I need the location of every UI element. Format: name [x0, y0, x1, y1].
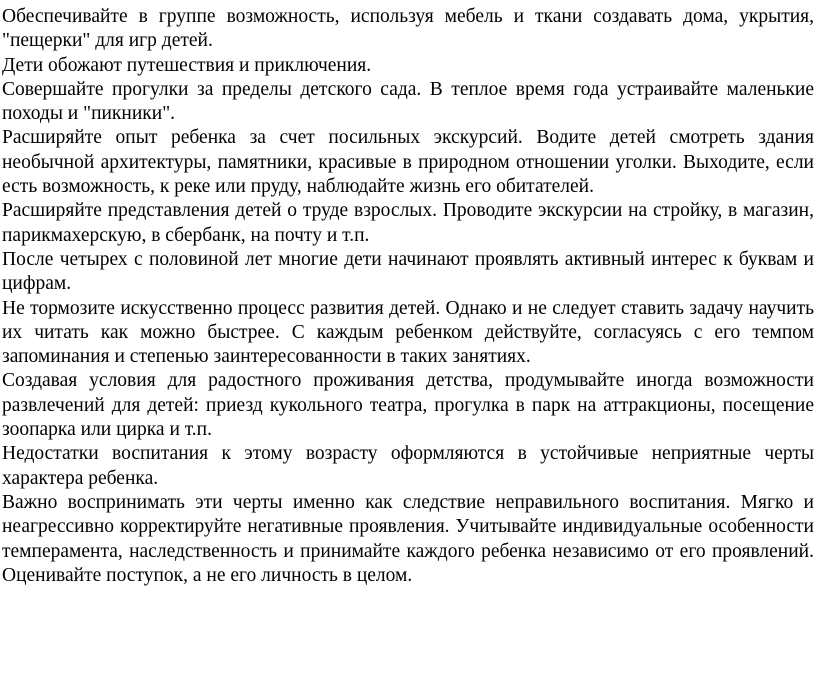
paragraph-excursions: Расширяйте опыт ребенка за счет посильных экскурсий. Водите детей смотреть здания необычной архитектуры, памятники, красивые в природном отношении уголки. Выходите, если есть возможность, к реке или пруду, наблюдайте жизнь его обитателей.	[2, 127, 814, 198]
paragraph-play-shelters: Обеспечивайте в группе возможность, используя мебель и ткани создавать дома, укрытия, "пещерки" для игр детей.	[2, 6, 814, 52]
paragraph-travel-adventures: Дети обожают путешествия и приключения.	[2, 54, 372, 76]
paragraph-upbringing-flaws: Недостатки воспитания к этому возрасту оформляются в устойчивые неприятные черты характера ребенка.	[2, 443, 814, 489]
paragraph-adult-work: Расширяйте представления детей о труде взрослых. Проводите экскурсии на стройку, в магазин, парикмахерскую, в сбербанк, на почту и т.п.	[2, 200, 814, 246]
paragraph-entertainment: Создавая условия для радостного проживания детства, продумывайте иногда возможности развлечений для детей: приезд кукольного театра, прогулка в парк на аттракционы, посещение зоопарка или цирка и т.п.	[2, 370, 814, 441]
paragraph-walks-picnics: Совершайте прогулки за пределы детского сада. В теплое время года устраивайте маленькие походы и "пикники".	[2, 78, 814, 125]
paragraph-individual-approach: Важно воспринимать эти черты именно как следствие неправильного воспитания. Мягко и неагрессивно корректируйте негативные проявления. Учитывайте индивидуальные особенности темперамента, наследственность и принимайте каждого ребенка независимо от его проявлений. Оценивайте поступок, а не его личность в целом.	[2, 491, 814, 586]
paragraph-development-pace: Не тормозите искусственно процесс развития детей. Однако и не следует ставить задачу научить их читать как можно быстрее. С каждым ребенком действуйте, согласуясь с его темпом запоминания и степенью заинтересованности в таких занятиях.	[2, 297, 814, 368]
paragraph-letters-numbers: После четырех с половиной лет многие дети начинают проявлять активный интерес к буквам и цифрам.	[2, 248, 814, 295]
